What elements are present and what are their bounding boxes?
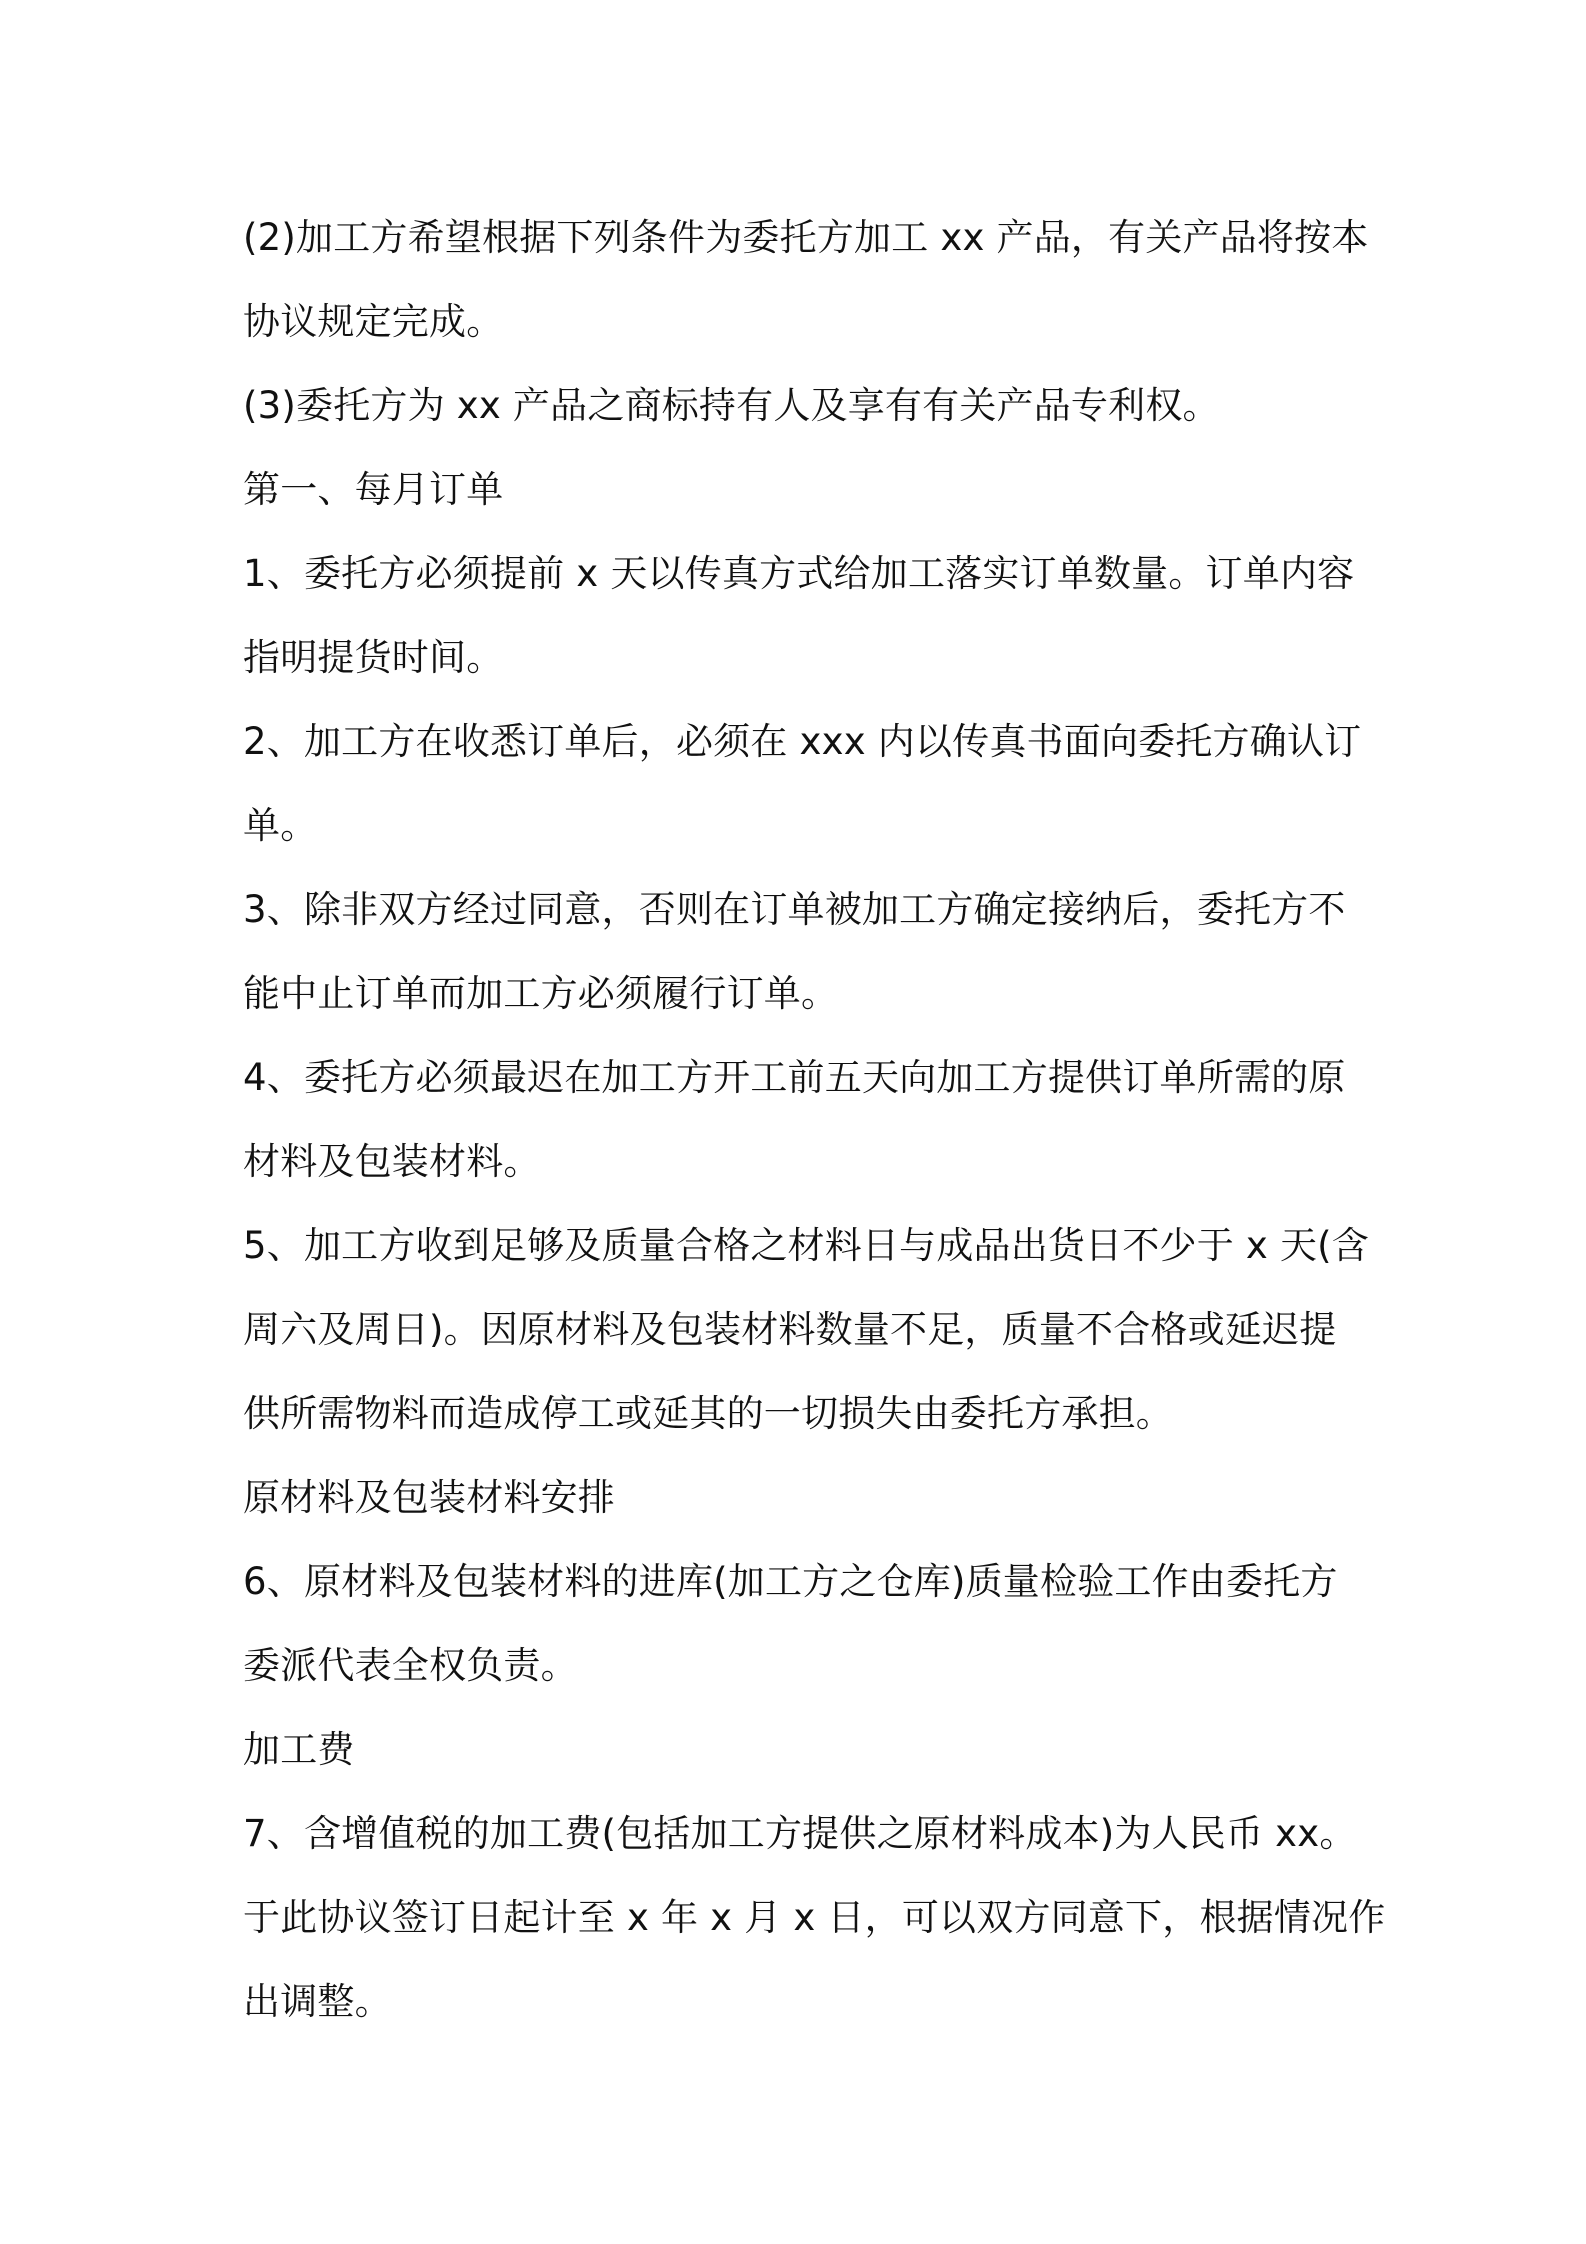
text-line: 供所需物料而造成停工或延其的一切损失由委托方承担。 bbox=[243, 1392, 1173, 1435]
text-line: 5、加工方收到足够及质量合格之材料日与成品出货日不少于 x 天(含 bbox=[243, 1224, 1369, 1267]
text-line: 4、委托方必须最迟在加工方开工前五天向加工方提供订单所需的原 bbox=[243, 1056, 1346, 1099]
text-line: 材料及包装材料。 bbox=[243, 1140, 541, 1183]
section-heading: 第一、每月订单 bbox=[243, 468, 504, 511]
text-line: (3)委托方为 xx 产品之商标持有人及享有有关产品专利权。 bbox=[243, 384, 1220, 427]
text-line: 于此协议签订日起计至 x 年 x 月 x 日，可以双方同意下，根据情况作 bbox=[243, 1896, 1386, 1939]
text-line: 周六及周日)。因原材料及包装材料数量不足，质量不合格或延迟提 bbox=[243, 1308, 1337, 1351]
text-line: 指明提货时间。 bbox=[243, 636, 504, 679]
section-heading: 加工费 bbox=[243, 1728, 355, 1771]
text-line: 能中止订单而加工方必须履行订单。 bbox=[243, 972, 839, 1015]
text-line: 委派代表全权负责。 bbox=[243, 1644, 578, 1687]
text-line: 6、原材料及包装材料的进库(加工方之仓库)质量检验工作由委托方 bbox=[243, 1560, 1338, 1603]
section-heading: 原材料及包装材料安排 bbox=[243, 1476, 615, 1519]
text-line: 3、除非双方经过同意，否则在订单被加工方确定接纳后，委托方不 bbox=[243, 888, 1346, 931]
text-line: 协议规定完成。 bbox=[243, 300, 504, 343]
text-line: 2、加工方在收悉订单后，必须在 xxx 内以传真书面向委托方确认订 bbox=[243, 720, 1362, 763]
document-body bbox=[243, 196, 1386, 2044]
text-line: 单。 bbox=[243, 804, 318, 847]
text-line: (2)加工方希望根据下列条件为委托方加工 xx 产品，有关产品将按本 bbox=[243, 216, 1369, 259]
text-line: 7、含增值税的加工费(包括加工方提供之原材料成本)为人民币 xx。 bbox=[243, 1812, 1357, 1855]
text-line: 1、委托方必须提前 x 天以传真方式给加工落实订单数量。订单内容 bbox=[243, 552, 1355, 595]
text-line: 出调整。 bbox=[243, 1980, 392, 2023]
